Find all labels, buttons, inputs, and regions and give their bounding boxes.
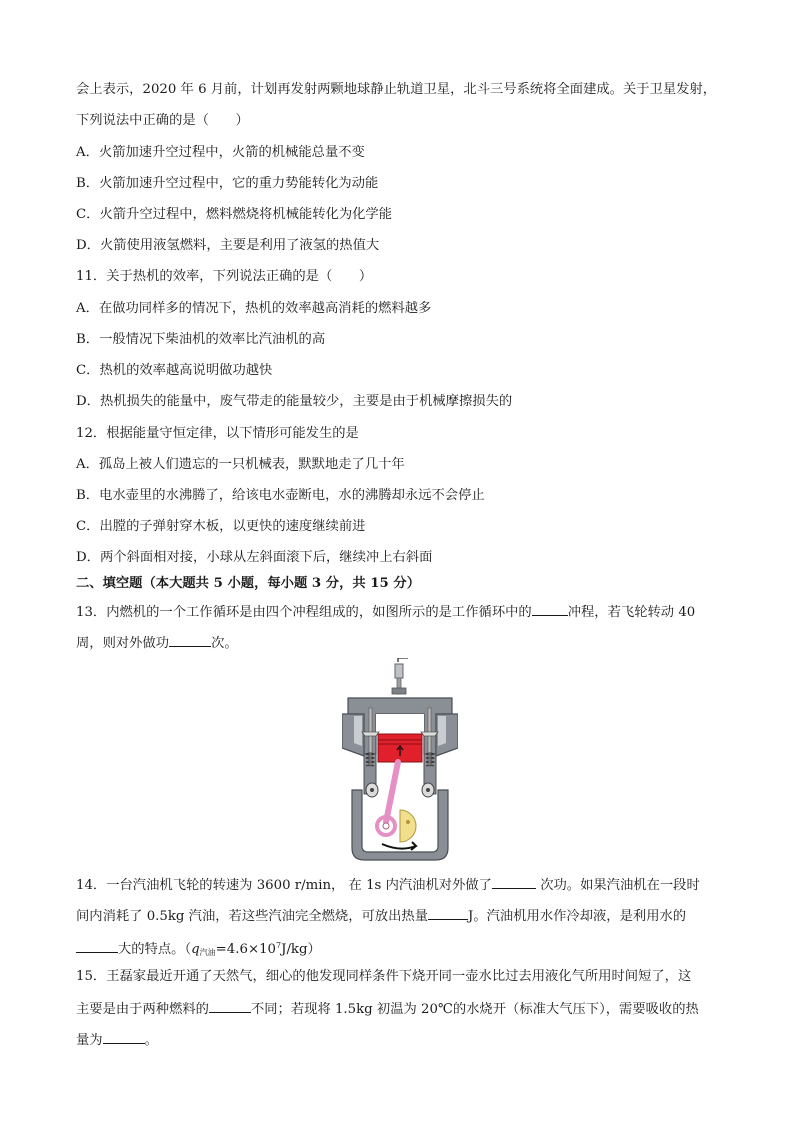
q11-option-c: C．热机的效率越高说明做功越快 <box>76 363 273 378</box>
q14-text-3a: 大的特点。（ <box>118 942 192 957</box>
q13-text-1b: 冲程，若飞轮转动 40 <box>567 605 696 620</box>
q11-option-a: A．在做功同样多的情况下，热机的效率越高消耗的燃料越多 <box>76 301 432 316</box>
q14-line2 <box>76 905 686 927</box>
q11-stem: 11．关于热机的效率，下列说法正确的是（ ） <box>76 269 373 284</box>
rotation-arrow-icon <box>382 842 416 850</box>
q15-line3 <box>76 1029 158 1051</box>
q13-text-2b: 次。 <box>211 636 238 651</box>
q-subscript: 汽油 <box>199 948 216 957</box>
spark-plug-icon <box>392 658 408 694</box>
q10-option-b: B．火箭加速升空过程中，它的重力势能转化为动能 <box>76 176 379 191</box>
answer-blank[interactable] <box>103 1029 145 1044</box>
q12-option-a: A．孤岛上被人们遗忘的一只机械表，默默地走了几十年 <box>76 457 405 472</box>
piston <box>378 734 422 762</box>
q10-option-c: C．火箭升空过程中，燃料燃烧将机械能转化为化学能 <box>76 207 393 222</box>
q15-text-2a: 主要是由于两种燃料的 <box>76 1002 209 1017</box>
q12-stem: 12．根据能量守恒定律，以下情形可能发生的是 <box>76 426 359 441</box>
q14-line1 <box>76 874 700 896</box>
q15-line2 <box>76 998 699 1020</box>
q12-option-d: D．两个斜面相对接，小球从左斜面滚下后，继续冲上右斜面 <box>76 550 433 565</box>
q-value: =4.6×10 <box>215 942 277 957</box>
answer-blank[interactable] <box>428 905 468 920</box>
answer-blank[interactable] <box>169 632 211 647</box>
flywheel <box>400 810 416 842</box>
q10-stem-line1: 会上表示，2020 年 6 月前，计划再发射两颗地球静止轨道卫星，北斗三号系统将全面建成。关于卫星发射， <box>76 82 717 97</box>
answer-blank[interactable] <box>492 874 536 889</box>
q10-stem-line2: 下列说法中正确的是（ ） <box>76 113 249 128</box>
q15-text-3a: 量为 <box>76 1033 103 1048</box>
q15-text-3b: 。 <box>144 1033 158 1048</box>
q-symbol: q <box>191 942 200 957</box>
q12-option-b: B．电水壶里的水沸腾了，给该电水壶断电，水的沸腾却永远不会停止 <box>76 488 485 503</box>
q11-option-b: B．一般情况下柴油机的效率比汽油机的高 <box>76 332 326 347</box>
q13-line1 <box>76 601 695 623</box>
q14-text-1a: 14．一台汽油机飞轮的转速为 3600 r/min， 在 1s 内汽油机对外做了 <box>76 878 492 893</box>
q-unit: J/kg） <box>281 942 321 957</box>
q-exponent: 7 <box>276 941 282 950</box>
connecting-rod <box>386 762 398 822</box>
q11-option-d: D．热机损失的能量中，废气带走的能量较少，主要是由于机械摩擦损失的 <box>76 394 513 409</box>
q15-text-2b: 不同；若现将 1.5kg 初温为 20℃的水烧开（标准大气压下），需要吸收的热 <box>250 1002 699 1017</box>
q10-option-a: A．火箭加速升空过程中，火箭的机械能总量不变 <box>76 145 365 160</box>
q14-line3 <box>76 936 321 963</box>
answer-blank[interactable] <box>76 938 118 953</box>
q13-text-1a: 13．内燃机的一个工作循环是由四个冲程组成的，如图所示的是工作循环中的 <box>76 605 532 620</box>
answer-blank[interactable] <box>209 998 251 1013</box>
q10-option-d: D．火箭使用液氢燃料，主要是利用了液氢的热值大 <box>76 238 380 253</box>
q15-line1: 15．王磊家最近开通了天然气，细心的他发现同样条件下烧开同一壶水比过去用液化气所用时间短了，这 <box>76 969 692 984</box>
q14-text-2a: 间内消耗了 0.5kg 汽油，若这些汽油完全燃烧，可放出热量 <box>76 909 428 924</box>
engine-stroke-figure <box>342 658 458 864</box>
q13-text-2a: 周，则对外做功 <box>76 636 170 651</box>
q12-option-c: C．出膛的子弹射穿木板，以更快的速度继续前进 <box>76 519 366 534</box>
q14-text-1b: 次功。如果汽油机在一段时 <box>535 878 700 893</box>
answer-blank[interactable] <box>532 601 568 616</box>
section-heading-fill-in: 二、填空题（本大题共 5 小题，每小题 3 分，共 15 分） <box>76 576 421 591</box>
q14-text-2b: J。汽油机用水作冷却液，是利用水的 <box>468 909 687 924</box>
q13-line2 <box>76 632 238 654</box>
